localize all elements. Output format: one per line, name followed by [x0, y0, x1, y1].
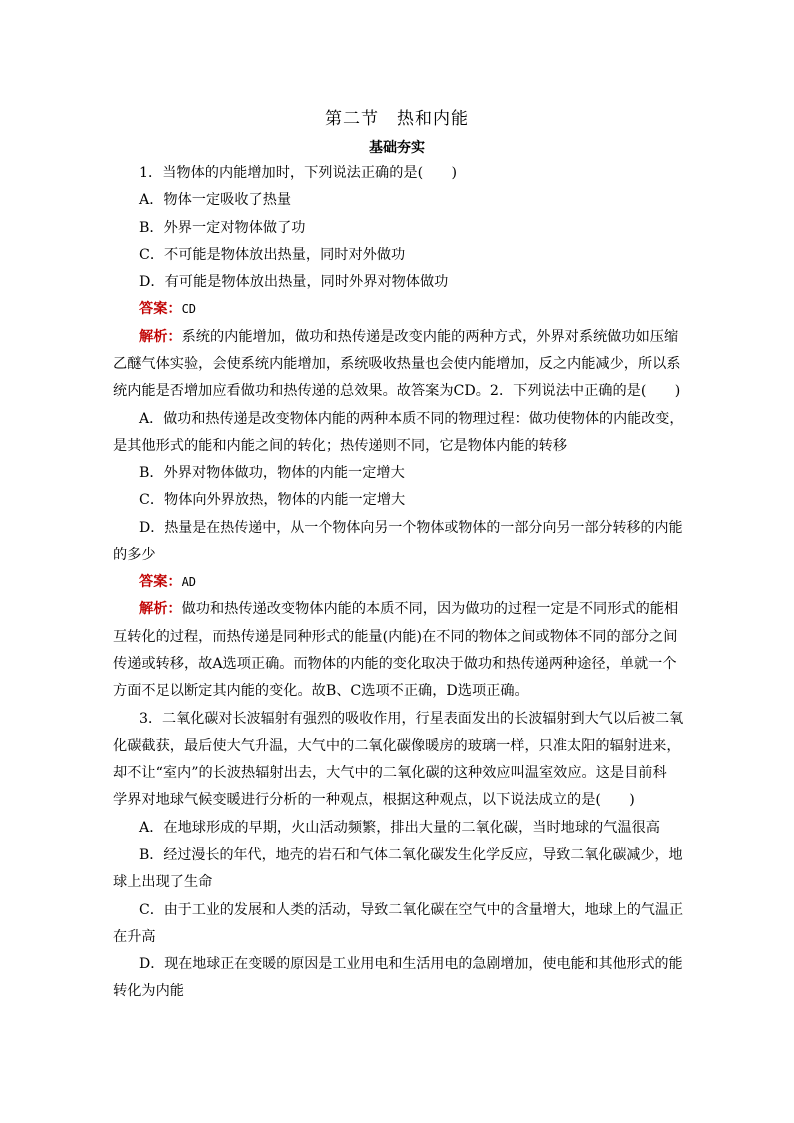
q1-analysis-text: 系统的内能增加，做功和热传递是改变内能的两种方式，外界对系统做功如压缩 [181, 329, 679, 345]
q1-answer [139, 299, 196, 319]
q3-option-c-line-1: C．由于工业的发展和人类的活动，导致二氧化碳在空气中的含量增大，地球上的气温正 [139, 902, 683, 918]
q1-analysis-end: 统内能是否增加应看做功和热传递的总效果。故答案为CD。 [113, 383, 490, 399]
q1-analysis-line-2: 乙醚气体实验，会使系统内能增加，系统吸收热量也会使内能增加，反之内能减少，所以系 [113, 356, 681, 372]
q1-answer-value: CD [181, 302, 197, 316]
q1-option-c: C．不可能是物体放出热量，同时对外做功 [139, 247, 406, 263]
q2-option-b: B．外界对物体做功，物体的内能一定增大 [139, 465, 405, 481]
q2-analysis-line-1 [139, 599, 678, 619]
q1-option-b: B．外界一定对物体做了功 [139, 220, 306, 236]
q2-option-c: C．物体向外界放热，物体的内能一定增大 [139, 492, 406, 508]
q3-stem-line-1: 3．二氧化碳对长波辐射有强烈的吸收作用，行星表面发出的长波辐射到大气以后被二氧 [139, 711, 684, 727]
section-subtitle: 基础夯实 [369, 140, 425, 156]
q2-answer [139, 572, 196, 592]
q1-analysis-line-1 [139, 327, 678, 347]
q1-answer-label: 答案： [139, 301, 182, 317]
q1-analysis-label: 解析： [139, 329, 182, 345]
q2-analysis-line-3: 传递或转移，故A选项正确。而物体的内能的变化取决于做功和热传递两种途径，单就一个 [113, 656, 677, 672]
q3-option-d-line-1: D．现在地球正在变暖的原因是工业用电和生活用电的急剧增加，使电能和其他形式的能 [139, 956, 683, 972]
q3-option-a: A．在地球形成的早期，火山活动频繁，排出大量的二氧化碳，当时地球的气温很高 [139, 820, 660, 836]
q1-analysis-line-3 [113, 381, 680, 401]
q2-stem: 2．下列说法中正确的是( ) [489, 383, 681, 399]
q3-option-c-line-2: 在升高 [113, 929, 156, 945]
q3-stem-line-2: 化碳截获，最后使大气升温，大气中的二氧化碳像暖房的玻璃一样，只准太阳的辐射进来， [113, 738, 681, 754]
q2-analysis-line-2: 互转化的过程，而热传递是同种形式的能量(内能)在不同的物体之间或物体不同的部分之间 [113, 629, 678, 645]
q1-stem: 1．当物体的内能增加时，下列说法正确的是( ) [139, 165, 458, 181]
q1-option-d: D．有可能是物体放出热量，同时外界对物体做功 [139, 274, 449, 290]
q2-option-d-line-1: D．热量是在热传递中，从一个物体向另一个物体或物体的一部分向另一部分转移的内能 [139, 520, 683, 536]
q2-answer-label: 答案： [139, 574, 182, 590]
q2-option-d-line-2: 的多少 [113, 547, 156, 563]
page-title: 第二节 热和内能 [325, 109, 469, 129]
q2-analysis-text: 做功和热传递改变物体内能的本质不同，因为做功的过程一定是不同形式的能相 [181, 601, 679, 617]
q3-stem-line-4: 学界对地球气候变暖进行分析的一种观点，根据这种观点，以下说法成立的是( ) [113, 792, 635, 808]
q3-stem-line-3: 却不让“室内”的长波热辐射出去，大气中的二氧化碳的这种效应叫温室效应。这是目前科 [113, 765, 667, 781]
q3-option-b-line-2: 球上出现了生命 [113, 874, 213, 890]
q2-analysis-line-4: 方面不足以断定其内能的变化。故B、C选项不正确，D选项正确。 [113, 683, 529, 699]
q1-option-a: A．物体一定吸收了热量 [139, 192, 292, 208]
q3-option-b-line-1: B．经过漫长的年代，地壳的岩石和气体二氧化碳发生化学反应，导致二氧化碳减少，地 [139, 847, 683, 863]
q3-option-d-line-2: 转化为内能 [113, 983, 184, 999]
q2-analysis-label: 解析： [139, 601, 182, 617]
q2-answer-value: AD [181, 575, 197, 589]
q2-option-a-line-1: A．做功和热传递是改变物体内能的两种本质不同的物理过程：做功使物体的内能改变， [139, 411, 684, 427]
q2-option-a-line-2: 是其他形式的能和内能之间的转化；热传递则不同，它是物体内能的转移 [113, 438, 568, 454]
